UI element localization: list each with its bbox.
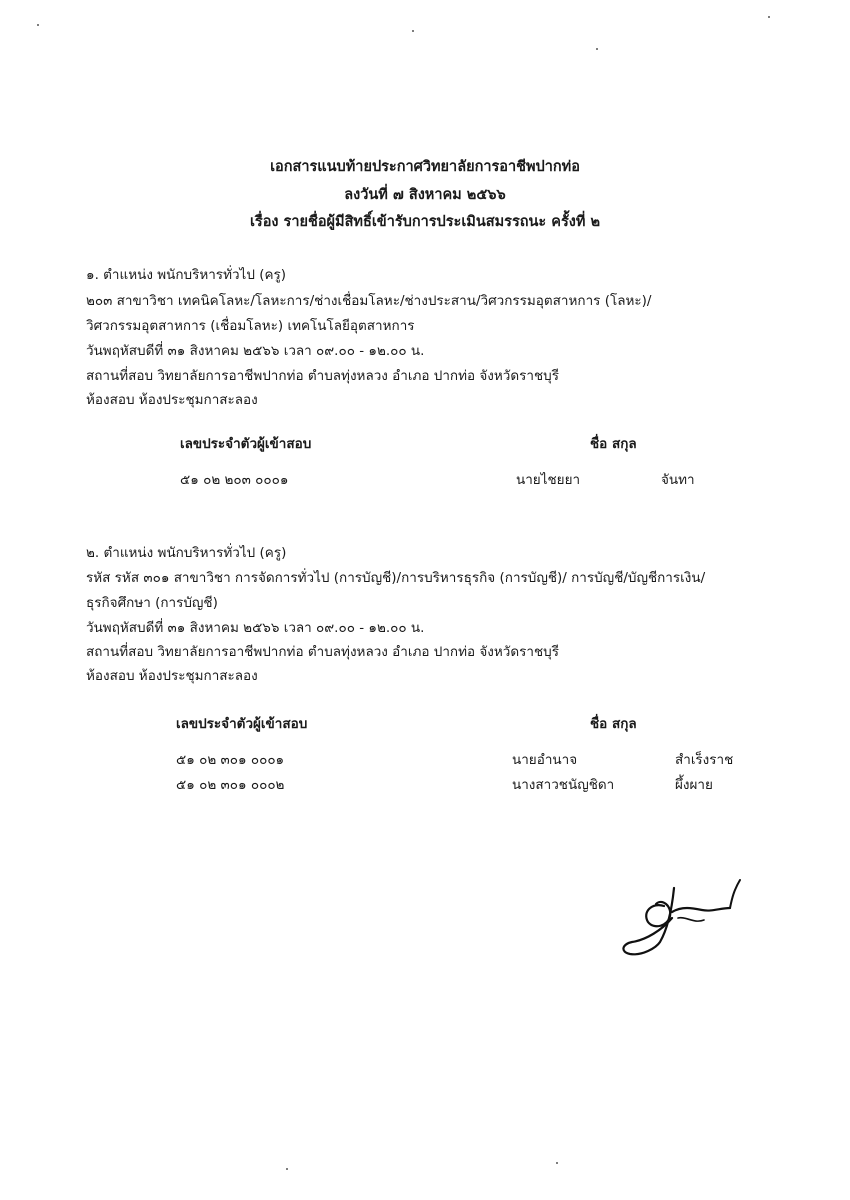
section1-name-header: ชื่อ สกุล: [590, 436, 637, 452]
section2-row1-last: สำเร็งราช: [675, 752, 734, 768]
section1-id-header: เลขประจำตัวผู้เข้าสอบ: [180, 436, 312, 452]
section2-row2-id: ๕๑ ๐๒ ๓๐๑ ๐๐๐๒: [176, 777, 285, 793]
section1-title: ๑. ตำแหน่ง พนักบริหารทั่วไป (ครู): [86, 267, 287, 283]
section2-datetime: วันพฤหัสบดีที่ ๓๑ สิงหาคม ๒๕๖๖ เวลา ๐๙.๐๐ - ๑๒.๐๐ น.: [86, 620, 425, 636]
scan-speck: [412, 30, 414, 32]
section1-subject-line2: วิศวกรรมอุตสาหการ (เชื่อมโลหะ) เทคโนโลยีอุตสาหการ: [86, 318, 415, 334]
section2-row2-first: นางสาวชนัญชิดา: [512, 777, 615, 793]
section1-room: ห้องสอบ ห้องประชุมกาสะลอง: [86, 392, 258, 408]
scan-speck: [768, 16, 770, 18]
scan-speck: [286, 1168, 288, 1170]
section2-row2-last: ผึ้งผาย: [675, 777, 713, 793]
header-subject: เรื่อง รายชื่อผู้มีสิทธิ์เข้ารับการประเมินสมรรถนะ ครั้งที่ ๒: [249, 214, 601, 230]
section2-name-header: ชื่อ สกุล: [590, 716, 637, 732]
section2-venue: สถานที่สอบ วิทยาลัยการอาชีพปากท่อ ตำบลทุ่งหลวง อำเภอ ปากท่อ จังหวัดราชบุรี: [86, 644, 559, 660]
section1-row1-id: ๕๑ ๐๒ ๒๐๓ ๐๐๐๑: [180, 472, 289, 488]
section1-datetime: วันพฤหัสบดีที่ ๓๑ สิงหาคม ๒๕๖๖ เวลา ๐๙.๐๐ - ๑๒.๐๐ น.: [86, 343, 425, 359]
scan-speck: [37, 24, 39, 26]
section2-subject-line2: ธุรกิจศึกษา (การบัญชี): [86, 595, 218, 611]
section2-row1-first: นายอำนาจ: [512, 752, 578, 768]
section1-row1-first: นายไชยยา: [516, 472, 581, 488]
scan-speck: [556, 1162, 558, 1164]
header-title: เอกสารแนบท้ายประกาศวิทยาลัยการอาชีพปากท่อ: [270, 159, 580, 175]
scan-speck: [596, 48, 598, 50]
section2-row1-id: ๕๑ ๐๒ ๓๐๑ ๐๐๐๑: [176, 752, 285, 768]
section1-venue: สถานที่สอบ วิทยาลัยการอาชีพปากท่อ ตำบลทุ่งหลวง อำเภอ ปากท่อ จังหวัดราชบุรี: [86, 368, 559, 384]
section1-row1-last: จันทา: [661, 472, 695, 488]
section1-subject-line1: ๒๐๓ สาขาวิชา เทคนิคโลหะ/โลหะการ/ช่างเชื่อมโลหะ/ช่างประสาน/วิศวกรรมอุตสาหการ (โลหะ)/: [86, 293, 652, 309]
section2-id-header: เลขประจำตัวผู้เข้าสอบ: [176, 716, 308, 732]
header-date: ลงวันที่ ๗ สิงหาคม ๒๕๖๖: [344, 187, 506, 203]
section2-subject-line1: รหัส รหัส ๓๐๑ สาขาวิชา การจัดการทั่วไป (การบัญชี)/การบริหารธุรกิจ (การบัญชี)/ การบัญชี/บัญชีการเงิน/: [86, 570, 706, 586]
section2-title: ๒. ตำแหน่ง พนักบริหารทั่วไป (ครู): [86, 545, 287, 561]
section2-room: ห้องสอบ ห้องประชุมกาสะลอง: [86, 668, 258, 684]
signature-icon: [612, 868, 752, 968]
